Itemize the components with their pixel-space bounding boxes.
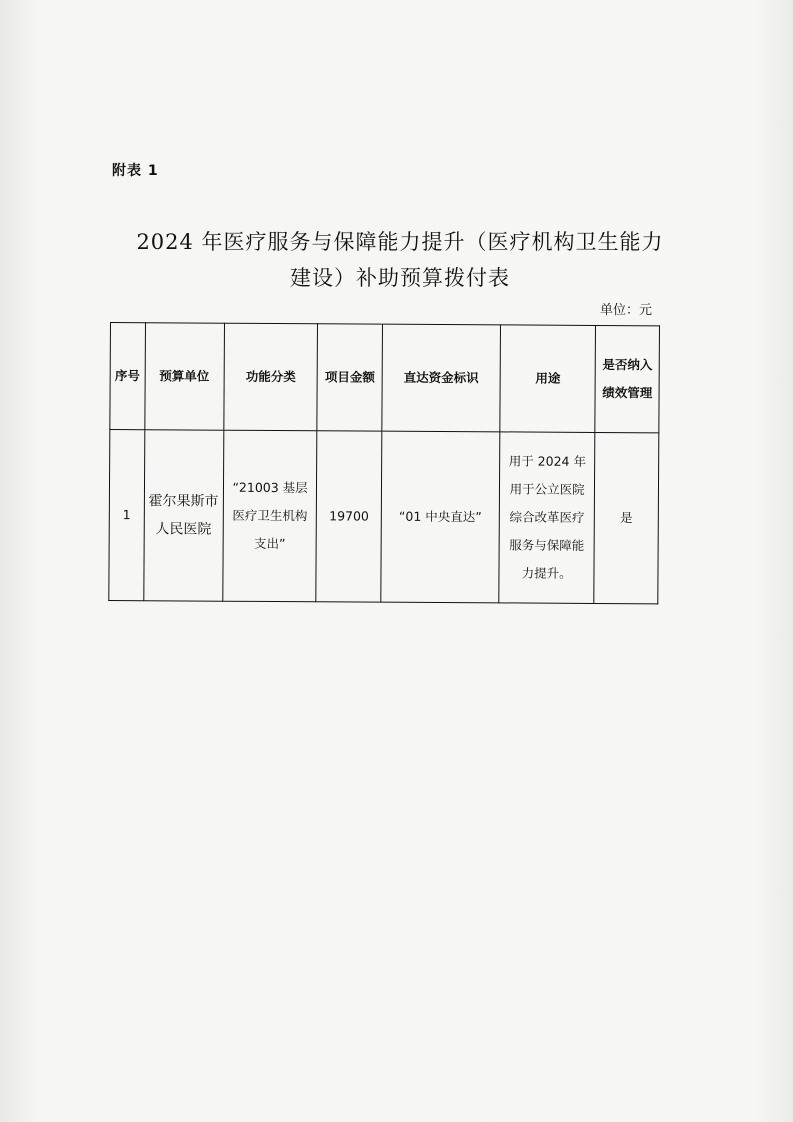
title-line-2: 建设）补助预算拨付表: [290, 266, 510, 290]
header-function-class: 功能分类: [224, 323, 318, 431]
cell-index: 1: [109, 430, 145, 601]
annex-label: 附表 1: [112, 163, 159, 179]
cell-performance-managed: 是: [594, 432, 659, 603]
header-amount: 项目金额: [317, 324, 382, 431]
cell-function-class: “21003 基层医疗卫生机构支出”: [223, 430, 318, 602]
unit-label: 单位：元: [599, 303, 652, 318]
budget-table: [108, 322, 660, 604]
cell-direct-fund-mark: “01 中央直达”: [381, 431, 500, 603]
cell-amount: 19700: [316, 431, 382, 602]
title-line-1: 2024 年医疗服务与保障能力提升（医疗机构卫生能力: [136, 230, 664, 254]
cell-purpose: 用于 2024 年用于公立医院综合改革医疗服务与保障能力提升。: [499, 432, 595, 604]
table-header-row: [110, 323, 660, 433]
document-title: [100, 224, 700, 296]
header-performance-managed: 是否纳入绩效管理: [595, 325, 659, 432]
header-direct-fund-mark: 直达资金标识: [382, 324, 501, 432]
header-budget-unit: 预算单位: [144, 323, 224, 430]
header-purpose: 用途: [500, 325, 596, 433]
header-index: 序号: [110, 323, 145, 430]
table-row: [109, 430, 659, 604]
cell-budget-unit: 霍尔果斯市人民医院: [143, 430, 223, 601]
